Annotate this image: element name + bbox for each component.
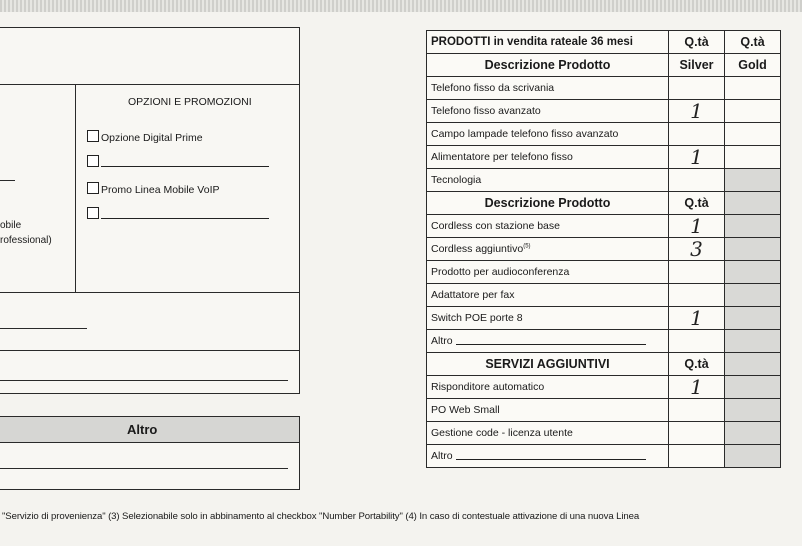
disabled-cell (725, 353, 781, 376)
product-name: Cordless aggiuntivo$^{(5)}$ (427, 238, 669, 261)
option-digital-prime[interactable]: Opzione Digital Prime (87, 130, 203, 144)
product-name: Switch POE porte 8 (427, 307, 669, 330)
qty-cell[interactable] (669, 261, 725, 284)
handwritten-qty: 1 (690, 306, 703, 330)
product-name: Prodotto per audioconferenza (427, 261, 669, 284)
product-name: Telefono fisso avanzato (427, 100, 669, 123)
qty-silver-cell[interactable] (669, 169, 725, 192)
section2-col-qty: Q.tà (669, 192, 725, 215)
disabled-cell (725, 445, 781, 468)
table-title: PRODOTTI in vendita rateale 36 mesi (427, 31, 669, 54)
handwritten-qty: 3 (690, 237, 703, 261)
qty-silver-cell[interactable] (669, 100, 725, 123)
qty-cell[interactable] (669, 330, 725, 353)
option-blank-1[interactable] (87, 155, 269, 169)
table-row (427, 123, 781, 146)
disabled-cell (725, 238, 781, 261)
cut-text-1: obile (0, 220, 22, 231)
altro-body (0, 442, 300, 490)
qty-silver-cell[interactable] (669, 77, 725, 100)
section3-col-qty: Q.tà (669, 353, 725, 376)
altro-header: Altro (127, 422, 158, 437)
table-row (427, 284, 781, 307)
col-qty-2: Q.tà (725, 31, 781, 54)
col-gold: Gold (725, 54, 781, 77)
checkbox[interactable] (87, 155, 99, 167)
blank-line (101, 208, 269, 219)
qty-cell[interactable] (669, 238, 725, 261)
product-name: Cordless con stazione base (427, 215, 669, 238)
col-silver: Silver (669, 54, 725, 77)
product-name: Alimentatore per telefono fisso (427, 146, 669, 169)
left-form-divider-top (0, 84, 299, 85)
qty-gold-cell[interactable] (725, 77, 781, 100)
product-name: Tecnologia (427, 169, 669, 192)
table-row (427, 77, 781, 100)
handwritten-qty: 1 (690, 145, 703, 169)
table-row (427, 169, 781, 192)
handwritten-qty: 1 (690, 214, 703, 238)
table-row (427, 376, 781, 399)
disabled-cell (725, 215, 781, 238)
qty-cell[interactable] (669, 376, 725, 399)
service-name: PO Web Small (427, 399, 669, 422)
left-form-lower-frame (0, 292, 300, 394)
section2-header-row (427, 192, 781, 215)
checkbox[interactable] (87, 130, 99, 142)
table-row (427, 422, 781, 445)
qty-gold-cell[interactable] (725, 146, 781, 169)
altro-fill-line (456, 450, 646, 460)
footnote-ref: (5) (523, 243, 531, 250)
table-row (427, 146, 781, 169)
qty-silver-cell[interactable] (669, 146, 725, 169)
left-field-line-2 (0, 380, 288, 381)
qty-cell[interactable] (669, 284, 725, 307)
disabled-cell (725, 284, 781, 307)
checkbox[interactable] (87, 182, 99, 194)
altro-line-1 (0, 468, 288, 469)
table-row (427, 215, 781, 238)
qty-gold-cell[interactable] (725, 100, 781, 123)
product-name: Adattatore per fax (427, 284, 669, 307)
disabled-cell (725, 261, 781, 284)
table-row (427, 100, 781, 123)
disabled-cell (725, 330, 781, 353)
blank-line (101, 156, 269, 167)
product-name-altro[interactable]: Altro (427, 330, 669, 353)
left-divider-middle (0, 350, 299, 351)
section2-header: Descrizione Prodotto (427, 192, 669, 215)
qty-cell[interactable] (669, 399, 725, 422)
service-name-altro[interactable]: Altro (427, 445, 669, 468)
section3-header: SERVIZI AGGIUNTIVI (427, 353, 669, 376)
section1-header: Descrizione Prodotto (427, 54, 669, 77)
table-row (427, 238, 781, 261)
table-row (427, 445, 781, 468)
qty-cell[interactable] (669, 422, 725, 445)
altro-fill-line (456, 335, 646, 345)
left-field-line-1 (0, 328, 87, 329)
disabled-cell (725, 307, 781, 330)
options-title: OPZIONI E PROMOZIONI (128, 96, 252, 108)
product-name: Campo lampade telefono fisso avanzato (427, 123, 669, 146)
qty-cell[interactable] (669, 445, 725, 468)
service-name: Risponditore automatico (427, 376, 669, 399)
scan-top-band (0, 0, 802, 12)
disabled-cell (725, 399, 781, 422)
disabled-cell (725, 376, 781, 399)
footnote: "Servizio di provenienza" (3) Selezionabile solo in abbinamento al checkbox "Number Portability" (4) In caso di contestuale attivazione di una nuova Linea (2, 511, 640, 522)
disabled-cell (725, 422, 781, 445)
table-row (427, 261, 781, 284)
table-title-row (427, 31, 781, 54)
qty-cell[interactable] (669, 307, 725, 330)
section3-header-row (427, 353, 781, 376)
cut-text-2: rofessional) (0, 235, 52, 246)
qty-silver-cell[interactable] (669, 123, 725, 146)
disabled-cell (725, 192, 781, 215)
products-table (426, 30, 781, 468)
handwritten-qty: 1 (690, 99, 703, 123)
table-row (427, 330, 781, 353)
disabled-cell (725, 169, 781, 192)
option-promo-linea-mobile-voip[interactable]: Promo Linea Mobile VoIP (87, 182, 219, 196)
qty-cell[interactable] (669, 215, 725, 238)
option-blank-2[interactable] (87, 207, 269, 221)
handwritten-qty: 1 (690, 375, 703, 399)
left-short-line (0, 180, 15, 181)
checkbox[interactable] (87, 207, 99, 219)
service-name: Gestione code - licenza utente (427, 422, 669, 445)
qty-gold-cell[interactable] (725, 123, 781, 146)
product-name: Telefono fisso da scrivania (427, 77, 669, 100)
table-row (427, 307, 781, 330)
left-form-column-divider (75, 84, 76, 293)
section1-header-row (427, 54, 781, 77)
table-row (427, 399, 781, 422)
col-qty-1: Q.tà (669, 31, 725, 54)
